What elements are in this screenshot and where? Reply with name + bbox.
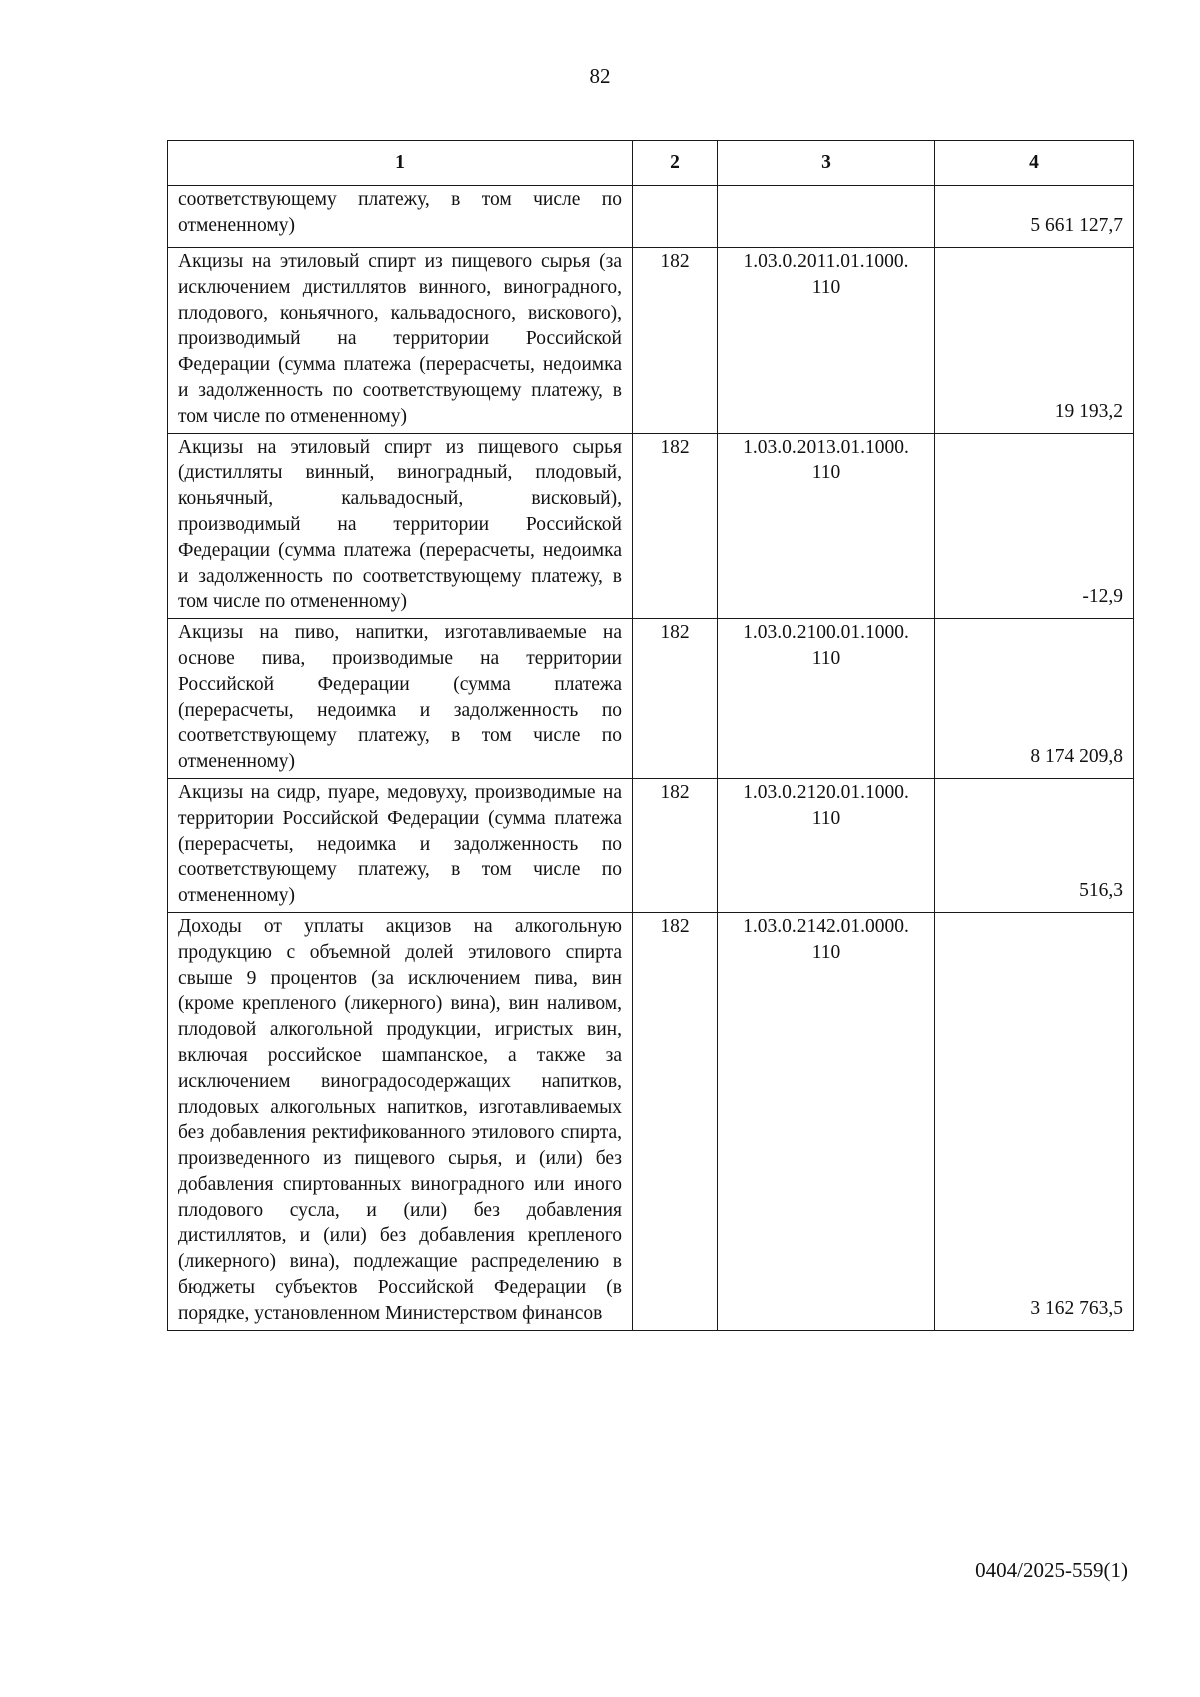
row-amount: 19 193,2	[935, 248, 1134, 434]
table-row	[168, 619, 1134, 779]
revenue-table	[167, 140, 1134, 1331]
row-amount: 3 162 763,5	[935, 912, 1134, 1330]
row-description: Акцизы на сидр, пуаре, медовуху, производимые на территории Российской Федерации (сумма платежа (перерасчеты, недоимка и задолженность по соответствующему платежу, в том числе по отмененному)	[168, 778, 633, 912]
row-kbk-code: 1.03.0.2013.01.1000. 110	[718, 433, 935, 619]
table-row	[168, 248, 1134, 434]
row-admin-code: 182	[633, 248, 718, 434]
row-admin-code: 182	[633, 619, 718, 779]
table-header-row	[168, 141, 1134, 186]
row-amount: 516,3	[935, 778, 1134, 912]
row-description: Доходы от уплаты акцизов на алкогольную продукцию с объемной долей этилового спирта свыше 9 процентов (за исключением пива, вин (кроме крепленого (ликерного) вина), вин наливом, плодовой алкогольной продукции, игристых вин, включая российское шампанское, а также за исключением виноградосодержащих напитков, плодовых алкогольных напитков, изготавливаемых без добавления ректификованного этилового спирта, произведенного из пищевого сырья, и (или) без добавления спиртованных виноградного или иного плодового сусла, и (или) без добавления дистиллятов, и (или) без добавления крепленого (ликерного) вина), подлежащие распределению в бюджеты субъектов Российской Федерации (в порядке, установленном Министерством финансов	[168, 912, 633, 1330]
table-row	[168, 433, 1134, 619]
row-kbk-code	[718, 186, 935, 248]
column-header-4: 4	[935, 141, 1134, 186]
row-description: соответствующему платежу, в том числе по отмененному)	[168, 186, 633, 248]
table-row	[168, 912, 1134, 1330]
row-admin-code: 182	[633, 778, 718, 912]
row-admin-code: 182	[633, 433, 718, 619]
page-number: 82	[589, 64, 611, 88]
row-description: Акцизы на этиловый спирт из пищевого сырья (дистилляты винный, виноградный, плодовый, коньячный, кальвадосный, висковый), производимый на территории Российской Федерации (сумма платежа (перерасчеты, недоимка и задолженность по соответствующему платежу, в том числе по отмененному)	[168, 433, 633, 619]
row-kbk-code: 1.03.0.2120.01.1000. 110	[718, 778, 935, 912]
row-description: Акцизы на этиловый спирт из пищевого сырья (за исключением дистиллятов винного, виноградного, плодового, коньячного, кальвадосного, вискового), производимый на территории Российской Федерации (сумма платежа (перерасчеты, недоимка и задолженность по соответствующему платежу, в том числе по отмененному)	[168, 248, 633, 434]
row-admin-code	[633, 186, 718, 248]
column-header-1: 1	[168, 141, 633, 186]
row-admin-code: 182	[633, 912, 718, 1330]
column-header-2: 2	[633, 141, 718, 186]
row-description: Акцизы на пиво, напитки, изготавливаемые на основе пива, производимые на территории Российской Федерации (сумма платежа (перерасчеты, недоимка и задолженность по соответствующему платежу, в том числе по отмененному)	[168, 619, 633, 779]
row-amount: -12,9	[935, 433, 1134, 619]
row-kbk-code: 1.03.0.2142.01.0000. 110	[718, 912, 935, 1330]
row-kbk-code: 1.03.0.2100.01.1000. 110	[718, 619, 935, 779]
row-kbk-code: 1.03.0.2011.01.1000. 110	[718, 248, 935, 434]
document-id: 0404/2025-559(1)	[975, 1558, 1128, 1582]
table-row	[168, 778, 1134, 912]
column-header-3: 3	[718, 141, 935, 186]
row-amount: 8 174 209,8	[935, 619, 1134, 779]
row-amount: 5 661 127,7	[935, 186, 1134, 248]
table-row	[168, 186, 1134, 248]
